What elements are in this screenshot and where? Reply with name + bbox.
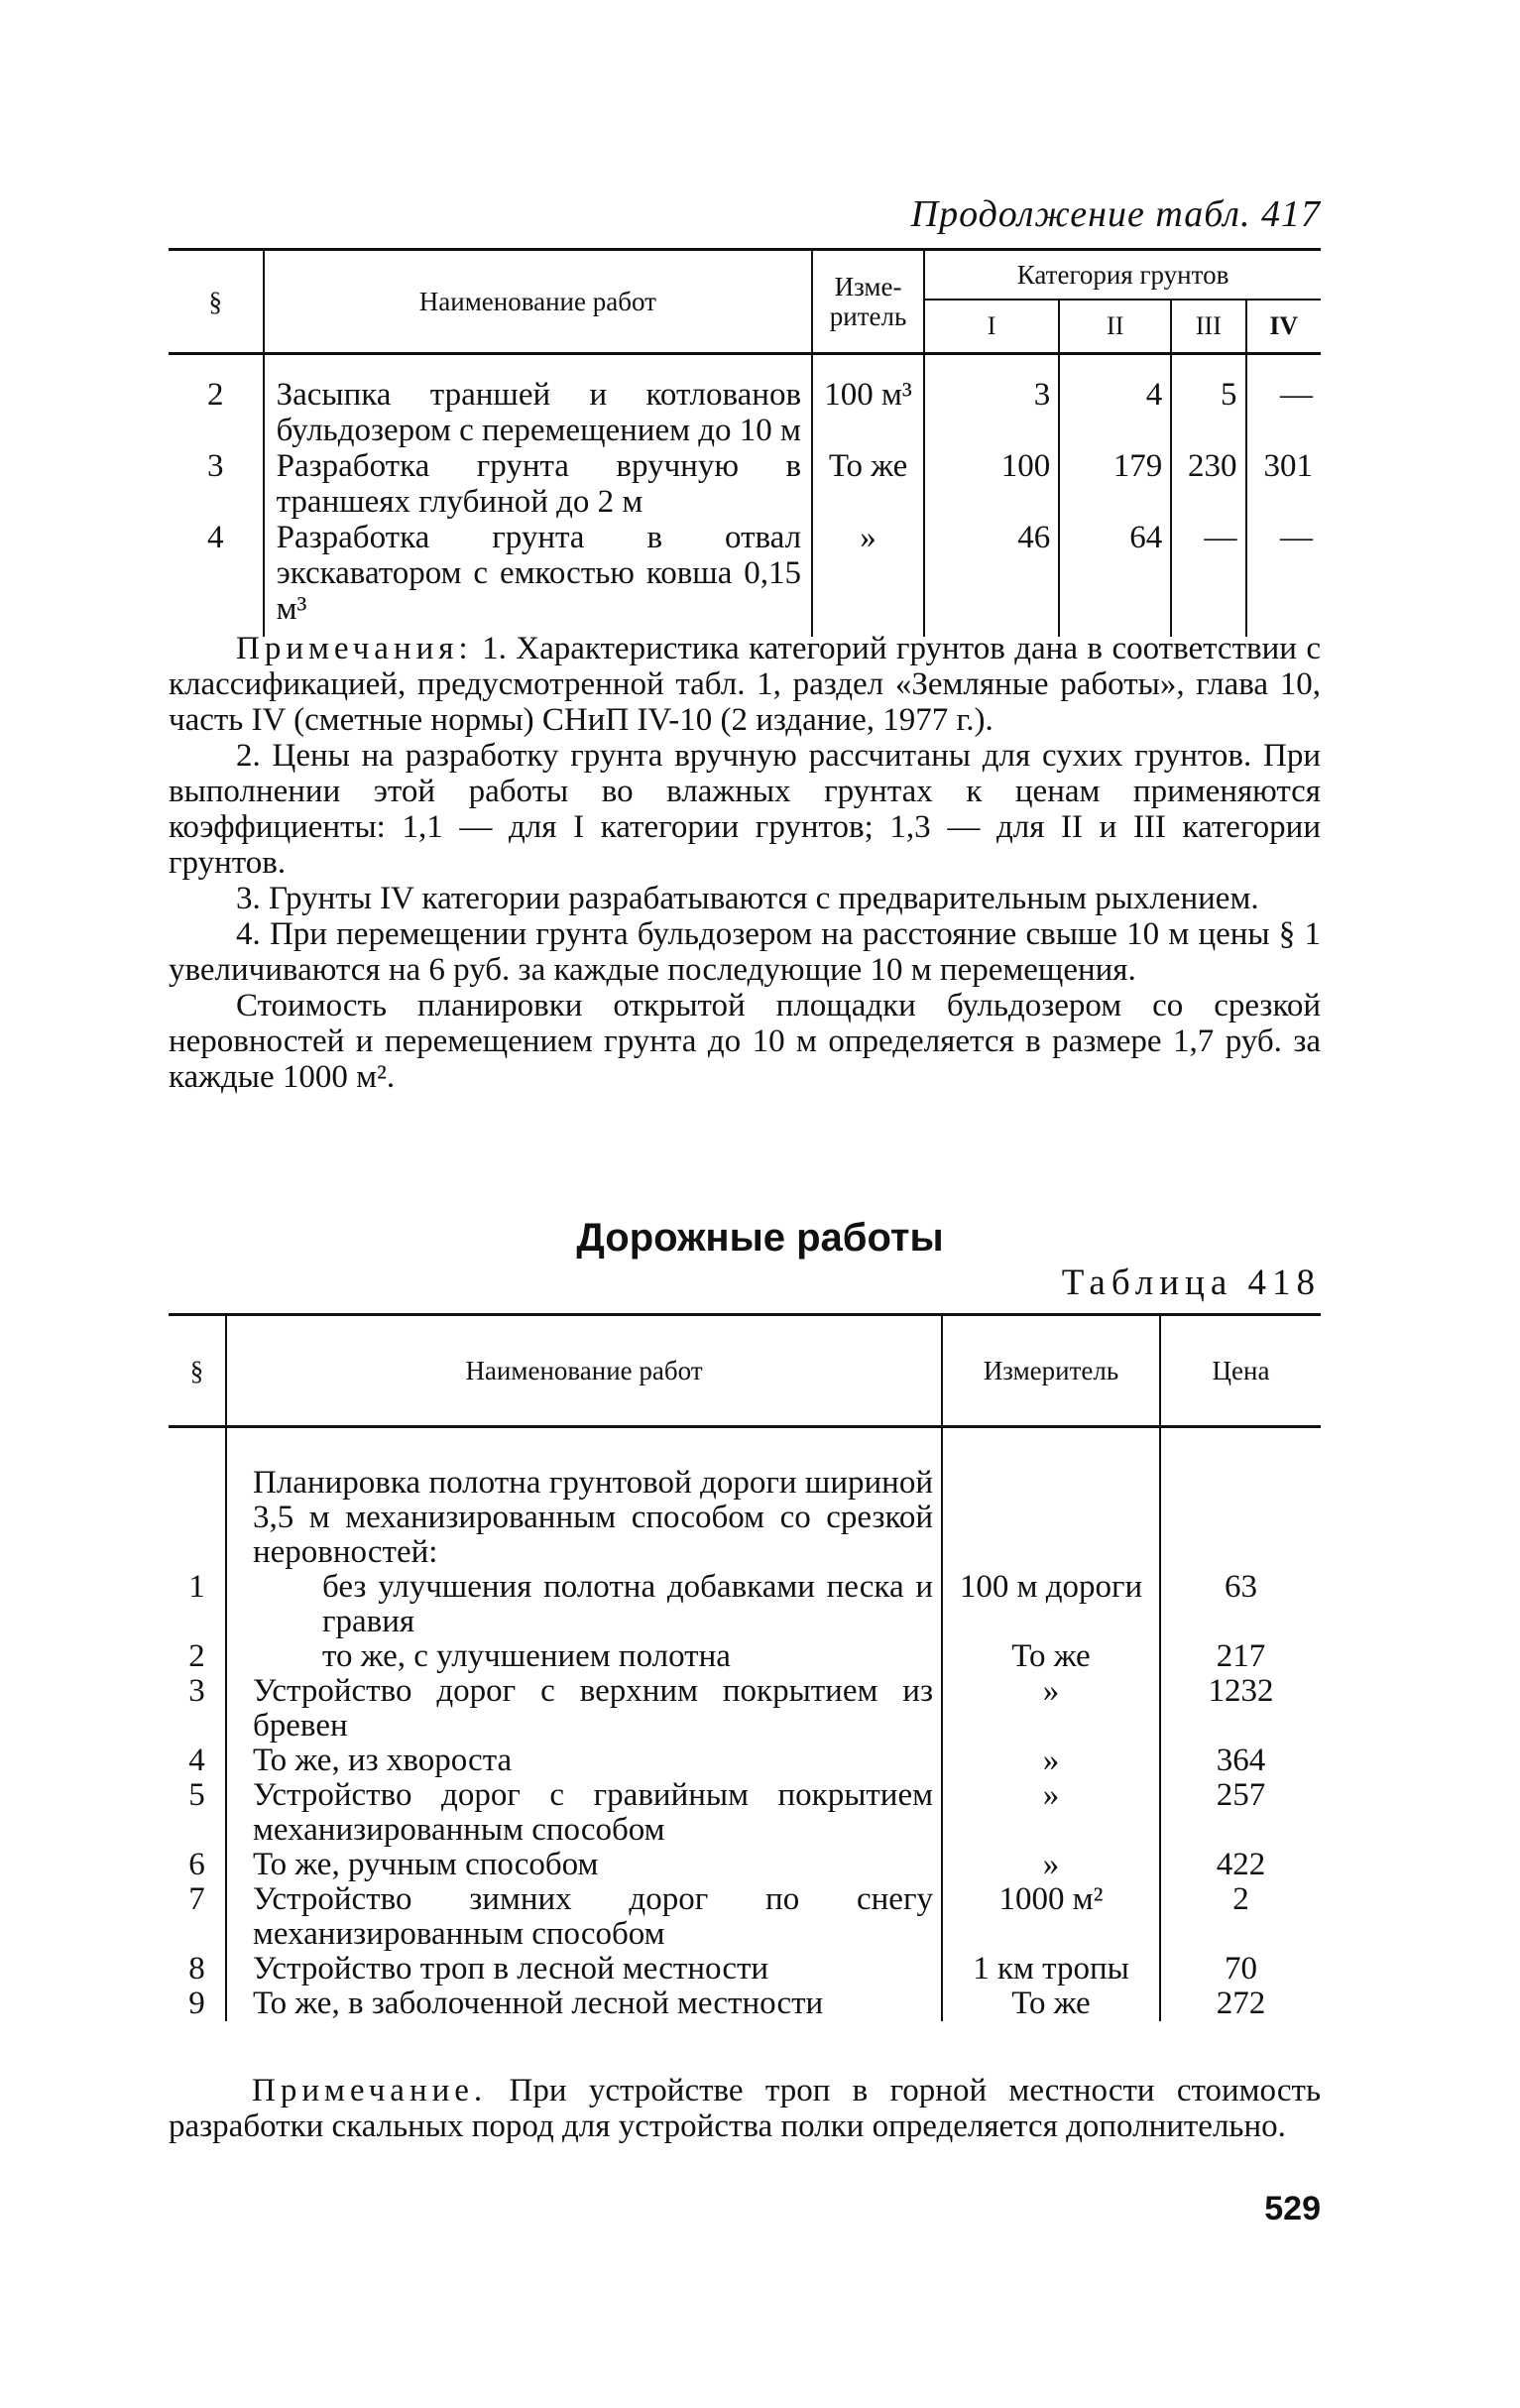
table-row: [169, 1570, 1321, 1639]
table-417: [169, 248, 1321, 637]
row-value: 301: [1246, 448, 1321, 520]
row-unit: То же: [942, 1639, 1160, 1674]
row-price: 422: [1160, 1848, 1321, 1882]
row-price: 63: [1160, 1570, 1321, 1639]
notes-lead: Примечания:: [236, 631, 473, 666]
note-418-text: При устройстве троп в горной местности стоимость разработки скальных пород для устройства полки определяется дополнительно.: [169, 2073, 1322, 2144]
row-value: 230: [1171, 448, 1245, 520]
header-section: §: [208, 286, 223, 316]
header-cat-2: II: [1059, 300, 1171, 354]
row-unit: 100 м³: [812, 354, 924, 449]
row-unit: То же: [942, 1987, 1160, 2021]
header-cat-1: I: [924, 300, 1059, 354]
row-number: [169, 1427, 226, 1571]
row-unit: »: [942, 1778, 1160, 1848]
header-cat-4: IV: [1246, 300, 1321, 354]
row-price: 1232: [1160, 1674, 1321, 1744]
row-unit: »: [942, 1674, 1160, 1744]
table-row: [169, 1987, 1321, 2021]
row-name: Засыпка траншей и котлованов бульдозером с перемещением до 10 м: [264, 354, 812, 449]
row-number: 4: [188, 1743, 205, 1778]
section-title: Дорожные работы: [576, 1216, 944, 1260]
cost-paragraph: Стоимость планировки открытой площадки бульдозером со срезкой неровностей и перемещением грунта до 10 м определяется в размере 1,7 руб. за каждые 1000 м².: [169, 988, 1321, 1095]
row-number: 7: [188, 1881, 205, 1917]
row-price: 2: [1160, 1882, 1321, 1952]
table-row: [169, 1778, 1321, 1848]
table-row: [169, 1848, 1321, 1882]
row-name: То же, ручным способом: [226, 1848, 942, 1882]
table-row: [169, 1952, 1321, 1987]
row-name: Устройство дорог с гравийным покрытием механизированным способом: [226, 1778, 942, 1848]
note-418: [169, 2073, 1321, 2144]
header-cat-3: III: [1171, 300, 1245, 354]
row-value: 100: [924, 448, 1059, 520]
row-number: 9: [188, 1986, 205, 2021]
table-row: [169, 354, 1321, 449]
header-unit: Измеритель: [942, 1315, 1160, 1427]
row-name: Устройство зимних дорог по снегу механизированным способом: [226, 1882, 942, 1952]
header-price: Цена: [1160, 1315, 1321, 1427]
note-4: 4. При перемещении грунта бульдозером на расстояние свыше 10 м цены § 1 увеличиваются на 6 руб. за каждые последующие 10 м перемещения.: [169, 916, 1321, 988]
table-418: [169, 1313, 1321, 2021]
row-name: Планировка полотна грунтовой дороги шириной 3,5 м механизированным способом со срезкой неровностей:: [226, 1427, 942, 1571]
row-name: То же, в заболоченной лесной местности: [226, 1987, 942, 2021]
row-number: 2: [188, 1638, 205, 1674]
continuation-caption: Продолжение табл. 417: [910, 193, 1321, 235]
row-value: —: [1246, 354, 1321, 449]
row-value: 5: [1171, 354, 1245, 449]
table-row: [169, 1744, 1321, 1778]
row-unit: 100 м дороги: [942, 1570, 1160, 1639]
row-price: 272: [1160, 1987, 1321, 2021]
note-1-text: 1. Характеристика категорий грунтов дана в соответствии с классификацией, предусмотренной табл. 1, раздел «Земляные работы», глава 10, часть IV (сметные нормы) СНиП IV-10 (2 издание, 1977 г.).: [169, 631, 1321, 738]
row-name: То же, из хвороста: [226, 1744, 942, 1778]
row-number: 6: [188, 1847, 205, 1882]
row-unit: »: [942, 1848, 1160, 1882]
row-unit: »: [812, 520, 924, 637]
table-row: [169, 520, 1321, 637]
row-number: 4: [207, 520, 224, 555]
page-number: 529: [1264, 2190, 1321, 2227]
row-value: 4: [1059, 354, 1171, 449]
table-row: [169, 1639, 1321, 1674]
row-number: 5: [188, 1777, 205, 1813]
row-unit: То же: [812, 448, 924, 520]
note-2: 2. Цены на разработку грунта вручную рассчитаны для сухих грунтов. При выполнении этой работы во влажных грунтах к ценам применяются коэффициенты: 1,1 — для I категории грунтов; 1,3 — для II и III категории грунтов.: [169, 738, 1321, 881]
row-value: 179: [1059, 448, 1171, 520]
row-name: то же, с улучшением полотна: [226, 1639, 942, 1674]
row-value: 64: [1059, 520, 1171, 637]
row-name: Устройство дорог с верхним покрытием из бревен: [226, 1674, 942, 1744]
header-unit: Изме- ритель: [812, 250, 924, 354]
header-name: Наименование работ: [264, 250, 812, 354]
row-unit: 1 км тропы: [942, 1952, 1160, 1987]
table-row: [169, 1674, 1321, 1744]
table-418-label: Таблица 418: [1061, 1263, 1321, 1303]
row-value: —: [1171, 520, 1245, 637]
row-value: 46: [924, 520, 1059, 637]
row-name: Разработка грунта вручную в траншеях глубиной до 2 м: [264, 448, 812, 520]
row-unit: »: [942, 1744, 1160, 1778]
row-value: 3: [924, 354, 1059, 449]
row-unit: 1000 м²: [942, 1882, 1160, 1952]
row-price: [1160, 1427, 1321, 1571]
row-price: 70: [1160, 1952, 1321, 1987]
header-name: Наименование работ: [226, 1315, 942, 1427]
row-number: 3: [207, 448, 224, 484]
row-price: 257: [1160, 1778, 1321, 1848]
note-3: 3. Грунты IV категории разрабатываются с предварительным рыхлением.: [236, 881, 1259, 916]
row-unit: [942, 1427, 1160, 1571]
row-number: 3: [188, 1673, 205, 1709]
row-number: 2: [207, 377, 224, 413]
notes-417: [169, 631, 1321, 1095]
table-row: [169, 448, 1321, 520]
row-number: 8: [188, 1951, 205, 1987]
header-section: §: [189, 1355, 204, 1385]
row-number: 1: [188, 1569, 205, 1605]
row-value: —: [1246, 520, 1321, 637]
row-price: 364: [1160, 1744, 1321, 1778]
table-row: [169, 1427, 1321, 1571]
table-row: [169, 1882, 1321, 1952]
row-price: 217: [1160, 1639, 1321, 1674]
note-418-lead: Примечание.: [252, 2073, 488, 2108]
row-name: без улучшения полотна добавками песка и гравия: [226, 1570, 942, 1639]
note-1: [169, 631, 1321, 738]
row-name: Разработка грунта в отвал экскаватором с емкостью ковша 0,15 м³: [264, 520, 812, 637]
row-name: Устройство троп в лесной местности: [226, 1952, 942, 1987]
header-category: Категория грунтов: [924, 250, 1321, 301]
